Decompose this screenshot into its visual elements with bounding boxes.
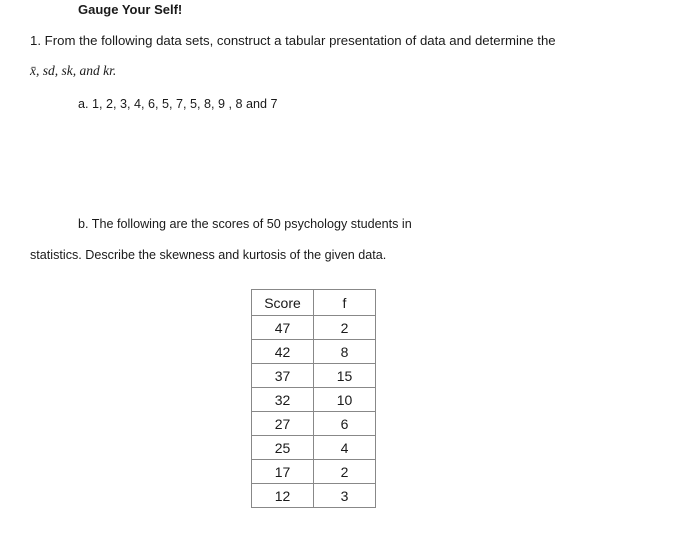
frequency-table — [251, 289, 376, 508]
frequency-cell: 8 — [314, 340, 376, 364]
column-header-score: Score — [252, 290, 314, 316]
table-row — [252, 460, 376, 484]
column-header-frequency: f — [314, 290, 376, 316]
table-row — [252, 316, 376, 340]
frequency-cell: 3 — [314, 484, 376, 508]
frequency-cell: 2 — [314, 460, 376, 484]
frequency-cell: 15 — [314, 364, 376, 388]
frequency-cell: 4 — [314, 436, 376, 460]
score-cell: 12 — [252, 484, 314, 508]
page-title: Gauge Your Self! — [78, 2, 183, 17]
question-1a-dataset: a. 1, 2, 3, 4, 6, 5, 7, 5, 8, 9 , 8 and 7 — [78, 97, 278, 111]
question-1b-text: b. The following are the scores of 50 psychology students in — [78, 217, 412, 231]
score-cell: 47 — [252, 316, 314, 340]
table-row — [252, 340, 376, 364]
table-row — [252, 364, 376, 388]
question-1b-text-cont: statistics. Describe the skewness and kurtosis of the given data. — [30, 248, 387, 262]
score-cell: 25 — [252, 436, 314, 460]
frequency-cell: 10 — [314, 388, 376, 412]
table-row — [252, 388, 376, 412]
table-row — [252, 412, 376, 436]
score-cell: 17 — [252, 460, 314, 484]
score-cell: 32 — [252, 388, 314, 412]
score-cell: 27 — [252, 412, 314, 436]
table-row — [252, 484, 376, 508]
frequency-cell: 6 — [314, 412, 376, 436]
table-row — [252, 436, 376, 460]
score-cell: 37 — [252, 364, 314, 388]
question-1-text: 1. From the following data sets, construct a tabular presentation of data and determine the — [30, 33, 556, 48]
question-1-measures: x̄, sd, sk, and kr. — [30, 63, 117, 78]
table-header-row — [252, 290, 376, 316]
frequency-cell: 2 — [314, 316, 376, 340]
score-cell: 42 — [252, 340, 314, 364]
